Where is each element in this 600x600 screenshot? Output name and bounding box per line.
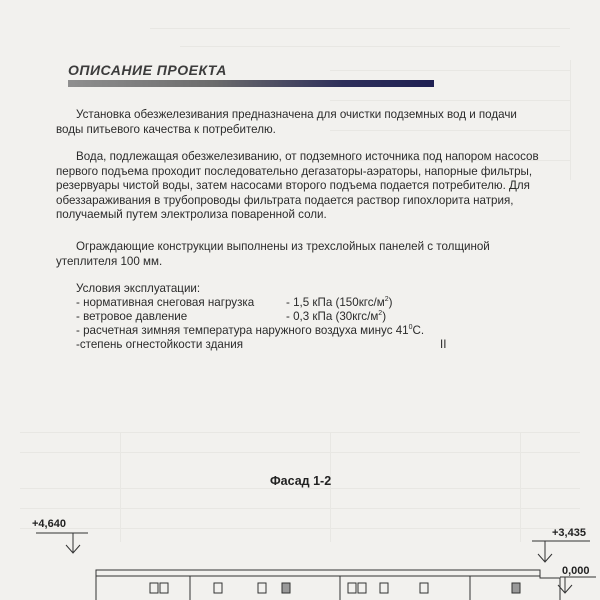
condition-fire-label: -степень огнестойкости здания	[76, 338, 243, 351]
facade-window	[348, 583, 356, 593]
paragraph-purpose: Установка обезжелезивания предназначена для очистки подземных вод и подачи воды питьевого качества к потребителю.	[56, 108, 517, 136]
facade-window	[214, 583, 222, 593]
facade-window	[380, 583, 388, 593]
condition-temperature: - расчетная зимняя температура наружного воздуха минус $41^0С$.	[76, 324, 425, 337]
elevation-mark-right-top: +3,435	[552, 527, 586, 539]
elevation-mark-left: +4,640	[32, 518, 66, 530]
condition-snow-value: - 1,5 кПа $(150кгс/м^2)$	[286, 296, 393, 309]
facade-window	[358, 583, 366, 593]
condition-snow-label: - нормативная снеговая нагрузка	[76, 296, 255, 309]
facade-title: Фасад 1-2	[270, 474, 332, 488]
facade-window	[420, 583, 428, 593]
paragraph-enclosure: Ограждающие конструкции выполнены из трехслойных панелей с толщиной утеплителя 100 мм.	[56, 240, 490, 268]
condition-fire-value: II	[440, 338, 447, 351]
facade-window	[282, 583, 290, 593]
section-heading: ОПИСАНИЕ ПРОЕКТА	[68, 62, 227, 78]
elevation-mark-ground: 0,000	[562, 565, 590, 577]
facade-window	[258, 583, 266, 593]
facade-window	[160, 583, 168, 593]
facade-window	[150, 583, 158, 593]
facade-window	[512, 583, 520, 593]
condition-wind-label: - ветровое давление	[76, 310, 188, 323]
facade-outline	[96, 570, 560, 600]
condition-wind-value: - 0,3 кПа $(30кгс/м^2)$	[286, 310, 387, 323]
paragraph-process: Вода, подлежащая обезжелезиванию, от подземного источника под напором насосов первого подъема проходит последовательно дегазаторы-аэраторы, напорные фильтры, резервуары чистой воды, затем насосами второго подъема подается потребителю. Для обеззараживания в трубопроводы фильтрата подается раствор гипохлорита натрия, получаемый путем электролиза поваренной соли.	[56, 150, 539, 222]
conditions-title: Условия эксплуатации:	[76, 282, 201, 295]
